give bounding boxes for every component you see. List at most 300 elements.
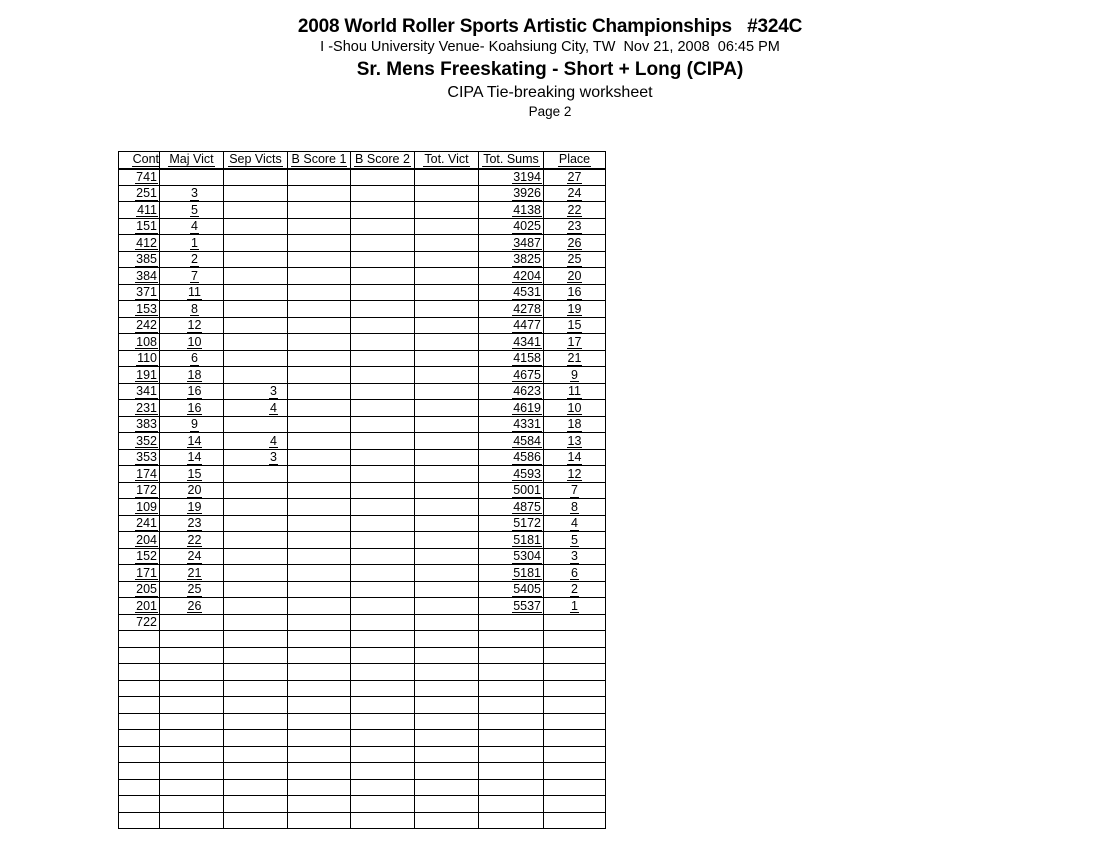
cell-b-score-2 bbox=[351, 350, 415, 367]
cell-place-value: 11 bbox=[568, 384, 581, 398]
cell-tot-sums-value: 4158 bbox=[513, 351, 541, 365]
cell-cont bbox=[119, 466, 160, 483]
tie-breaking-table-wrap bbox=[118, 151, 605, 829]
cell-b-score-1 bbox=[288, 713, 351, 730]
cell-cont bbox=[119, 235, 160, 252]
table-row bbox=[119, 416, 606, 433]
cell-place-value: 20 bbox=[567, 268, 582, 283]
cell-tot-sums bbox=[479, 367, 544, 384]
column-header-maj-vict: Maj Vict bbox=[160, 152, 224, 169]
table-row bbox=[119, 796, 606, 813]
cell-tot-sums bbox=[479, 482, 544, 499]
cell-sep-victs bbox=[224, 251, 288, 268]
worksheet-subtitle: CIPA Tie-breaking worksheet bbox=[447, 84, 653, 101]
venue-datetime-line: I -Shou University Venue- Koahsiung City, TW Nov 21, 2008 06:45 PM bbox=[320, 39, 780, 55]
cell-place bbox=[544, 251, 606, 268]
cell-maj-vict-value: 7 bbox=[191, 268, 198, 283]
cell-b-score-2 bbox=[351, 185, 415, 202]
cell-tot-sums-value: 5181 bbox=[513, 532, 541, 547]
table-row bbox=[119, 812, 606, 829]
cell-place bbox=[544, 268, 606, 285]
cell-cont bbox=[119, 779, 160, 796]
cell-b-score-1 bbox=[288, 532, 351, 549]
cell-place bbox=[544, 169, 606, 186]
cell-maj-vict-value: 11 bbox=[188, 285, 201, 299]
cell-b-score-2 bbox=[351, 202, 415, 219]
table-row bbox=[119, 433, 606, 450]
cell-b-score-2 bbox=[351, 416, 415, 433]
cell-cont-value: 201 bbox=[136, 598, 157, 613]
cell-b-score-2 bbox=[351, 433, 415, 450]
cell-b-score-1 bbox=[288, 730, 351, 747]
cell-cont bbox=[119, 317, 160, 334]
cell-b-score-1 bbox=[288, 796, 351, 813]
cell-cont-value: 204 bbox=[136, 532, 157, 547]
cell-cont-value: 251 bbox=[136, 186, 157, 200]
cell-maj-vict-value: 1 bbox=[191, 235, 198, 250]
cell-tot-sums-value: 5181 bbox=[513, 565, 541, 580]
table-row bbox=[119, 713, 606, 730]
cell-tot-vict bbox=[415, 515, 479, 532]
column-header-tot-vict: Tot. Vict bbox=[415, 152, 479, 169]
cell-b-score-1 bbox=[288, 746, 351, 763]
cell-sep-victs bbox=[224, 449, 288, 466]
cell-tot-sums bbox=[479, 812, 544, 829]
cell-tot-vict bbox=[415, 202, 479, 219]
table-row bbox=[119, 169, 606, 186]
cell-maj-vict bbox=[160, 548, 224, 565]
cell-sep-victs bbox=[224, 383, 288, 400]
cell-tot-sums-value: 4586 bbox=[513, 450, 541, 464]
cell-b-score-2 bbox=[351, 647, 415, 664]
table-row bbox=[119, 565, 606, 582]
cell-maj-vict bbox=[160, 334, 224, 351]
cell-maj-vict-value: 10 bbox=[187, 334, 202, 349]
cell-cont bbox=[119, 812, 160, 829]
cell-cont-value: 153 bbox=[136, 301, 157, 316]
cell-place bbox=[544, 680, 606, 697]
cell-cont bbox=[119, 647, 160, 664]
table-row bbox=[119, 383, 606, 400]
cell-tot-sums bbox=[479, 499, 544, 516]
cell-b-score-1 bbox=[288, 631, 351, 648]
cell-tot-vict bbox=[415, 763, 479, 780]
cell-tot-vict bbox=[415, 251, 479, 268]
cell-tot-vict bbox=[415, 268, 479, 285]
cell-sep-victs bbox=[224, 367, 288, 384]
cell-sep-victs bbox=[224, 614, 288, 631]
cell-place-value: 15 bbox=[567, 318, 582, 332]
cell-maj-vict bbox=[160, 400, 224, 417]
cell-cont bbox=[119, 746, 160, 763]
cell-maj-vict bbox=[160, 763, 224, 780]
cell-maj-vict-value: 26 bbox=[187, 598, 202, 613]
cell-maj-vict bbox=[160, 383, 224, 400]
cell-b-score-2 bbox=[351, 449, 415, 466]
cell-tot-vict bbox=[415, 631, 479, 648]
cell-sep-victs bbox=[224, 581, 288, 598]
cell-b-score-2 bbox=[351, 482, 415, 499]
table-row bbox=[119, 647, 606, 664]
cell-tot-sums bbox=[479, 301, 544, 318]
cell-maj-vict bbox=[160, 449, 224, 466]
cell-tot-vict bbox=[415, 713, 479, 730]
cell-tot-vict bbox=[415, 680, 479, 697]
cell-place bbox=[544, 449, 606, 466]
cell-tot-sums bbox=[479, 218, 544, 235]
cell-b-score-1 bbox=[288, 565, 351, 582]
cell-maj-vict bbox=[160, 796, 224, 813]
cell-sep-victs bbox=[224, 713, 288, 730]
cell-tot-sums bbox=[479, 631, 544, 648]
cell-maj-vict bbox=[160, 565, 224, 582]
cell-tot-vict bbox=[415, 548, 479, 565]
cell-cont-value: 383 bbox=[136, 417, 157, 431]
cell-cont-value: 411 bbox=[137, 202, 157, 217]
cell-tot-sums bbox=[479, 680, 544, 697]
cell-place-value: 4 bbox=[571, 516, 578, 530]
cell-maj-vict-value: 14 bbox=[187, 433, 202, 448]
cell-tot-sums bbox=[479, 713, 544, 730]
cell-maj-vict bbox=[160, 515, 224, 532]
cell-maj-vict bbox=[160, 268, 224, 285]
cell-place-value: 25 bbox=[567, 252, 582, 266]
cell-place-value: 26 bbox=[567, 235, 582, 250]
cell-tot-sums bbox=[479, 268, 544, 285]
cell-sep-victs bbox=[224, 169, 288, 186]
cell-tot-vict bbox=[415, 317, 479, 334]
table-row bbox=[119, 614, 606, 631]
cell-tot-vict bbox=[415, 581, 479, 598]
cell-b-score-1 bbox=[288, 763, 351, 780]
cell-tot-sums-value: 4623 bbox=[513, 384, 541, 398]
cell-b-score-1 bbox=[288, 334, 351, 351]
cell-sep-victs bbox=[224, 202, 288, 219]
cell-place bbox=[544, 532, 606, 549]
cell-cont-value: 171 bbox=[136, 565, 157, 580]
cell-place-value: 22 bbox=[567, 202, 582, 217]
cell-tot-vict bbox=[415, 532, 479, 549]
cell-b-score-2 bbox=[351, 730, 415, 747]
cell-b-score-1 bbox=[288, 400, 351, 417]
cell-tot-vict bbox=[415, 697, 479, 714]
cell-cont-value: 110 bbox=[137, 351, 157, 365]
cell-b-score-2 bbox=[351, 367, 415, 384]
cell-tot-vict bbox=[415, 482, 479, 499]
cell-sep-victs bbox=[224, 697, 288, 714]
cell-tot-sums-value: 4531 bbox=[513, 285, 541, 299]
cell-place bbox=[544, 713, 606, 730]
cell-tot-sums-value: 4341 bbox=[513, 334, 541, 349]
cell-cont-value: 353 bbox=[136, 450, 157, 464]
cell-cont bbox=[119, 796, 160, 813]
cell-b-score-2 bbox=[351, 763, 415, 780]
cell-place-value: 13 bbox=[567, 433, 582, 448]
table-row bbox=[119, 482, 606, 499]
cell-b-score-1 bbox=[288, 268, 351, 285]
cell-cont bbox=[119, 433, 160, 450]
cell-tot-sums bbox=[479, 284, 544, 301]
cell-maj-vict-value: 23 bbox=[187, 516, 202, 530]
cell-sep-victs bbox=[224, 515, 288, 532]
cell-b-score-1 bbox=[288, 680, 351, 697]
cell-tot-sums bbox=[479, 350, 544, 367]
cell-cont bbox=[119, 367, 160, 384]
cell-sep-victs bbox=[224, 730, 288, 747]
table-row bbox=[119, 284, 606, 301]
tie-breaking-table bbox=[118, 151, 606, 829]
cell-maj-vict bbox=[160, 367, 224, 384]
cell-tot-sums-value: 5405 bbox=[513, 582, 541, 596]
cell-tot-sums bbox=[479, 185, 544, 202]
cell-tot-vict bbox=[415, 383, 479, 400]
cell-sep-victs bbox=[224, 647, 288, 664]
cell-b-score-1 bbox=[288, 779, 351, 796]
cell-b-score-1 bbox=[288, 581, 351, 598]
cell-tot-sums bbox=[479, 433, 544, 450]
cell-tot-sums bbox=[479, 169, 544, 186]
cell-tot-vict bbox=[415, 334, 479, 351]
cell-b-score-1 bbox=[288, 466, 351, 483]
cell-place bbox=[544, 433, 606, 450]
cell-tot-sums-value: 4875 bbox=[513, 499, 541, 514]
cell-maj-vict-value: 14 bbox=[187, 450, 202, 464]
cell-maj-vict-value: 5 bbox=[191, 202, 198, 217]
cell-b-score-2 bbox=[351, 334, 415, 351]
cell-place bbox=[544, 499, 606, 516]
cell-maj-vict-value: 24 bbox=[187, 549, 202, 563]
cell-cont-value: 741 bbox=[136, 169, 157, 184]
cell-maj-vict-value: 3 bbox=[191, 186, 198, 200]
cell-maj-vict bbox=[160, 301, 224, 318]
cell-place-value: 5 bbox=[571, 532, 578, 547]
cell-sep-victs bbox=[224, 334, 288, 351]
cell-tot-vict bbox=[415, 218, 479, 235]
cell-b-score-2 bbox=[351, 466, 415, 483]
cell-tot-vict bbox=[415, 416, 479, 433]
cell-cont-value: 109 bbox=[136, 499, 157, 514]
cell-cont bbox=[119, 350, 160, 367]
cell-maj-vict bbox=[160, 614, 224, 631]
cell-b-score-2 bbox=[351, 317, 415, 334]
cell-place-value: 16 bbox=[567, 285, 582, 299]
table-row bbox=[119, 779, 606, 796]
cell-cont bbox=[119, 680, 160, 697]
cell-cont bbox=[119, 565, 160, 582]
cell-tot-sums-value: 5537 bbox=[513, 598, 541, 613]
cell-place-value: 9 bbox=[571, 367, 578, 382]
cell-b-score-2 bbox=[351, 515, 415, 532]
table-header-row bbox=[119, 152, 606, 169]
cell-maj-vict bbox=[160, 664, 224, 681]
cell-cont-value: 371 bbox=[136, 285, 157, 299]
cell-cont-value: 151 bbox=[136, 219, 157, 233]
cell-tot-sums bbox=[479, 515, 544, 532]
cell-cont bbox=[119, 499, 160, 516]
cell-place bbox=[544, 779, 606, 796]
cell-b-score-1 bbox=[288, 301, 351, 318]
cell-tot-sums bbox=[479, 400, 544, 417]
cell-cont-value: 174 bbox=[136, 466, 157, 481]
cell-b-score-1 bbox=[288, 548, 351, 565]
cell-b-score-2 bbox=[351, 614, 415, 631]
table-row bbox=[119, 367, 606, 384]
cell-tot-sums-value: 4619 bbox=[513, 400, 541, 415]
cell-b-score-2 bbox=[351, 812, 415, 829]
cell-b-score-1 bbox=[288, 664, 351, 681]
cell-cont-value: 191 bbox=[136, 367, 157, 382]
cell-cont bbox=[119, 268, 160, 285]
cell-maj-vict bbox=[160, 779, 224, 796]
cell-place-value: 24 bbox=[567, 186, 582, 200]
cell-cont-value: 722 bbox=[136, 615, 157, 630]
cell-cont-value: 241 bbox=[136, 516, 157, 530]
cell-tot-vict bbox=[415, 730, 479, 747]
cell-maj-vict bbox=[160, 202, 224, 219]
cell-place bbox=[544, 383, 606, 400]
cell-tot-vict bbox=[415, 301, 479, 318]
cell-b-score-2 bbox=[351, 548, 415, 565]
cell-b-score-1 bbox=[288, 449, 351, 466]
cell-tot-sums-value: 4675 bbox=[513, 367, 541, 382]
cell-tot-sums bbox=[479, 565, 544, 582]
cell-b-score-1 bbox=[288, 350, 351, 367]
cell-tot-vict bbox=[415, 614, 479, 631]
table-row bbox=[119, 730, 606, 747]
cell-place bbox=[544, 730, 606, 747]
cell-sep-victs bbox=[224, 796, 288, 813]
cell-place bbox=[544, 367, 606, 384]
cell-b-score-1 bbox=[288, 317, 351, 334]
cell-b-score-2 bbox=[351, 581, 415, 598]
cell-place-value: 19 bbox=[567, 301, 582, 316]
table-row bbox=[119, 532, 606, 549]
cell-tot-sums-value: 4138 bbox=[513, 202, 541, 217]
page-number-label: Page 2 bbox=[528, 104, 572, 119]
cell-place-value: 8 bbox=[571, 499, 578, 514]
cell-sep-victs-value: 3 bbox=[270, 450, 277, 464]
column-header-b-score-1: B Score 1 bbox=[288, 152, 351, 169]
table-body bbox=[119, 169, 606, 829]
cell-tot-vict bbox=[415, 796, 479, 813]
cell-sep-victs bbox=[224, 763, 288, 780]
cell-b-score-2 bbox=[351, 746, 415, 763]
cell-maj-vict-value: 19 bbox=[187, 499, 202, 514]
cell-tot-vict bbox=[415, 400, 479, 417]
cell-cont-value: 385 bbox=[136, 252, 157, 266]
cell-tot-sums bbox=[479, 614, 544, 631]
table-row bbox=[119, 598, 606, 615]
table-row bbox=[119, 202, 606, 219]
cell-cont bbox=[119, 301, 160, 318]
cell-cont bbox=[119, 383, 160, 400]
cell-b-score-2 bbox=[351, 383, 415, 400]
cell-maj-vict-value: 2 bbox=[191, 252, 198, 266]
cell-b-score-1 bbox=[288, 202, 351, 219]
cell-sep-victs bbox=[224, 499, 288, 516]
cell-b-score-1 bbox=[288, 697, 351, 714]
cell-place-value: 23 bbox=[567, 219, 582, 233]
table-row bbox=[119, 317, 606, 334]
cell-b-score-1 bbox=[288, 383, 351, 400]
cell-maj-vict-value: 6 bbox=[191, 351, 198, 365]
cell-tot-sums bbox=[479, 334, 544, 351]
column-header-b-score-2: B Score 2 bbox=[351, 152, 415, 169]
cell-tot-sums bbox=[479, 383, 544, 400]
cell-tot-vict bbox=[415, 284, 479, 301]
cell-cont bbox=[119, 284, 160, 301]
cell-tot-sums-value: 4477 bbox=[513, 318, 541, 332]
cell-maj-vict bbox=[160, 169, 224, 186]
cell-tot-vict bbox=[415, 235, 479, 252]
cell-b-score-2 bbox=[351, 796, 415, 813]
cell-maj-vict-value: 8 bbox=[191, 301, 198, 316]
table-row bbox=[119, 631, 606, 648]
cell-sep-victs-value: 4 bbox=[270, 400, 277, 415]
cell-maj-vict bbox=[160, 235, 224, 252]
cell-maj-vict-value: 20 bbox=[187, 483, 202, 497]
cell-tot-vict bbox=[415, 565, 479, 582]
cell-cont bbox=[119, 185, 160, 202]
cell-cont bbox=[119, 202, 160, 219]
cell-cont bbox=[119, 730, 160, 747]
cell-tot-sums bbox=[479, 466, 544, 483]
cell-tot-vict bbox=[415, 433, 479, 450]
cell-tot-sums bbox=[479, 251, 544, 268]
cell-tot-sums bbox=[479, 779, 544, 796]
cell-place-value: 27 bbox=[567, 169, 582, 184]
column-header-place: Place bbox=[544, 152, 606, 169]
cell-place-value: 10 bbox=[567, 400, 582, 415]
page-title: 2008 World Roller Sports Artistic Championships #324C bbox=[297, 16, 803, 37]
cell-maj-vict bbox=[160, 631, 224, 648]
cell-maj-vict bbox=[160, 433, 224, 450]
cell-sep-victs bbox=[224, 235, 288, 252]
cell-tot-sums bbox=[479, 796, 544, 813]
cell-tot-sums-value: 5304 bbox=[513, 549, 541, 563]
cell-place-value: 14 bbox=[567, 450, 582, 464]
cell-place bbox=[544, 317, 606, 334]
cell-b-score-1 bbox=[288, 515, 351, 532]
cell-sep-victs bbox=[224, 466, 288, 483]
cell-b-score-1 bbox=[288, 251, 351, 268]
cell-b-score-2 bbox=[351, 565, 415, 582]
cell-place-value: 3 bbox=[571, 549, 578, 563]
cell-tot-sums bbox=[479, 730, 544, 747]
cell-b-score-2 bbox=[351, 631, 415, 648]
cell-tot-sums bbox=[479, 449, 544, 466]
cell-cont-value: 152 bbox=[136, 549, 157, 563]
cell-tot-vict bbox=[415, 449, 479, 466]
cell-place bbox=[544, 416, 606, 433]
cell-place bbox=[544, 565, 606, 582]
table-row bbox=[119, 763, 606, 780]
cell-b-score-1 bbox=[288, 433, 351, 450]
cell-tot-sums bbox=[479, 416, 544, 433]
cell-sep-victs bbox=[224, 301, 288, 318]
cell-place-value: 21 bbox=[567, 351, 582, 365]
cell-sep-victs bbox=[224, 746, 288, 763]
cell-b-score-2 bbox=[351, 268, 415, 285]
cell-maj-vict bbox=[160, 713, 224, 730]
table-row bbox=[119, 697, 606, 714]
cell-place bbox=[544, 400, 606, 417]
cell-b-score-1 bbox=[288, 169, 351, 186]
cell-tot-vict bbox=[415, 647, 479, 664]
cell-cont bbox=[119, 400, 160, 417]
cell-tot-vict bbox=[415, 499, 479, 516]
cell-sep-victs bbox=[224, 532, 288, 549]
